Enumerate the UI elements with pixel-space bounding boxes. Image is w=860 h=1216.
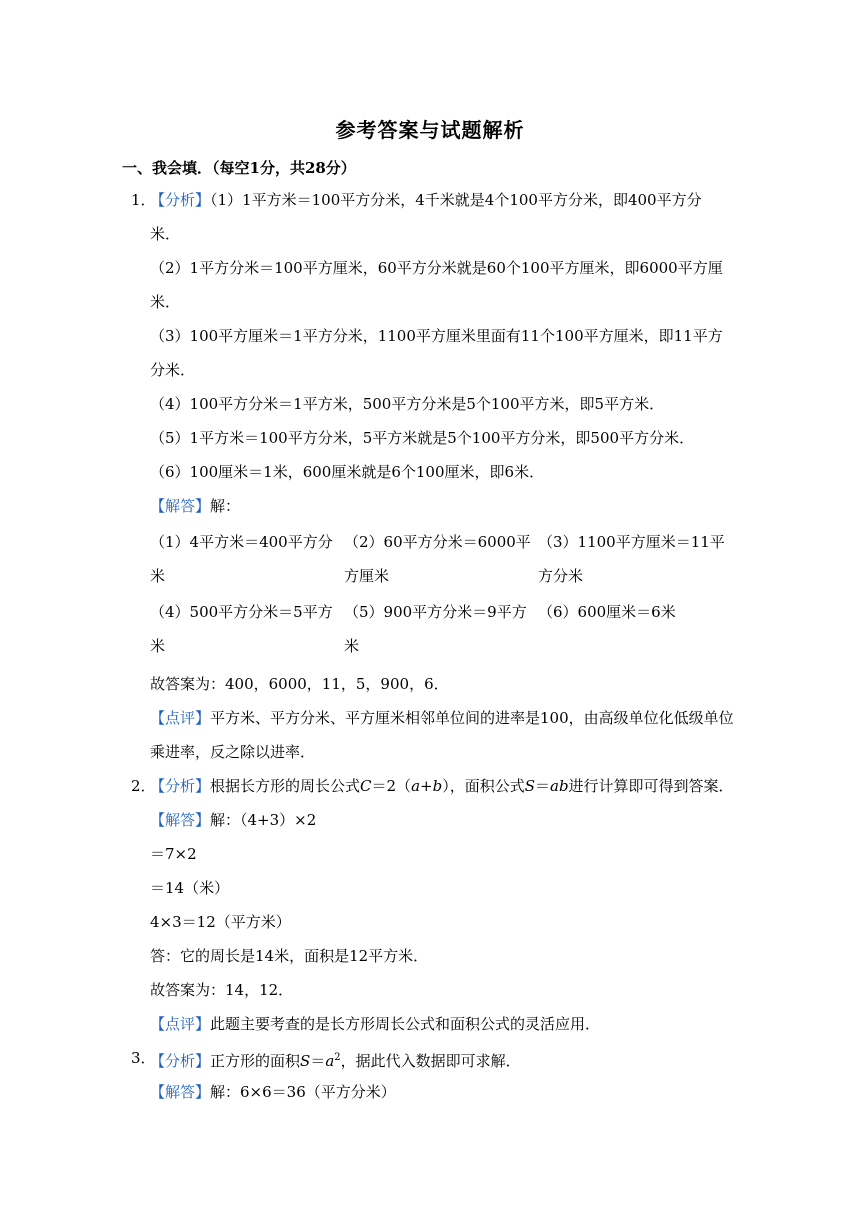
- q1-analysis-item4: （4）100平方分米＝1平方米，500平方分米是5个100平方米，即5平方米．: [150, 395, 665, 413]
- q1-analysis-line2: 米．: [150, 225, 181, 243]
- q1-grid-cell-2-line2: 方厘米: [344, 567, 390, 585]
- q1-grid-cell-5-line2: 米: [344, 637, 360, 655]
- q1-grid-cell-4-line1: （4）500平方分米＝5平方: [150, 603, 333, 621]
- q1-analysis-item2-line1: （2）1平方分米＝100平方厘米，60平方分米就是60个100平方厘米，即6000平方厘: [150, 259, 723, 277]
- question-number-3: 3．: [131, 1049, 156, 1067]
- question-number-1: 1．: [131, 191, 156, 209]
- answer-tag: 【解答】: [150, 497, 211, 515]
- q1-grid-cell-4-line2: 米: [150, 637, 166, 655]
- comment-tag: 【点评】: [150, 1015, 211, 1033]
- section-heading: 一、我会填．（每空1分，共28分）: [122, 159, 356, 177]
- analysis-tag: 【分析】: [150, 777, 211, 795]
- question-number-2: 2．: [131, 777, 156, 795]
- q1-analysis-item3-line1: （3）100平方厘米＝1平方分米，1100平方厘米里面有11个100平方厘米，即11平方: [150, 327, 723, 345]
- q2-solution-step4: 4×3＝12（平方米）: [150, 913, 291, 931]
- q1-comment-line2: 乘进率，反之除以进率．: [150, 743, 316, 761]
- q1-analysis-item6: （6）100厘米＝1米，600厘米就是6个100厘米，即6米．: [150, 463, 545, 481]
- page-title: 参考答案与试题解析: [335, 118, 525, 142]
- answer-tag: 【解答】: [150, 1083, 211, 1101]
- q1-grid-cell-3-line2: 方分米: [538, 567, 584, 585]
- q2-solution-step3: ＝14（米）: [150, 879, 230, 897]
- q1-grid-cell-1-line2: 米: [150, 567, 166, 585]
- analysis-tag: 【分析】: [150, 1052, 211, 1070]
- analysis-tag: 【分析】: [150, 191, 211, 209]
- q2-final-answer: 故答案为：14，12．: [150, 981, 294, 999]
- q3-analysis: 【分析】正方形的面积$S=a^2$，据此代入数据即可求解．: [150, 1052, 521, 1070]
- q1-grid-cell-5-line1: （5）900平方分米＝9平方: [344, 603, 527, 621]
- q1-answer-line: 【解答】解：: [150, 497, 241, 515]
- q1-final-answer: 故答案为：400，6000，11，5，900，6．: [150, 675, 449, 693]
- q1-grid-cell-3-line1: （3）1100平方厘米＝11平: [538, 533, 725, 551]
- q2-comment: 【点评】此题主要考查的是长方形周长公式和面积公式的灵活应用．: [150, 1015, 601, 1033]
- q1-analysis-item2-line2: 米．: [150, 293, 181, 311]
- q2-solution-step1: 【解答】解：（4+3）×2: [150, 811, 317, 829]
- q2-solution-step2: ＝7×2: [150, 845, 197, 863]
- q1-comment-line1: 【点评】平方米、平方分米、平方厘米相邻单位间的进率是100，由高级单位化低级单位: [150, 709, 734, 727]
- q1-analysis-item5: （5）1平方米＝100平方分米，5平方米就是5个100平方分米，即500平方分米．: [150, 429, 695, 447]
- q1-grid-cell-6-line1: （6）600厘米＝6米: [538, 603, 676, 621]
- answer-tag: 【解答】: [150, 811, 211, 829]
- q1-grid-cell-1-line1: （1）4平方米＝400平方分: [150, 533, 333, 551]
- q1-grid-cell-2-line1: （2）60平方分米＝6000平: [344, 533, 531, 551]
- q1-analysis-line1: 【分析】（1）1平方米＝100平方分米，4千米就是4个100平方分米，即400平方分: [150, 191, 702, 209]
- q2-solution-answer: 答：它的周长是14米，面积是12平方米．: [150, 947, 429, 965]
- q1-analysis-item3-line2: 分米．: [150, 361, 196, 379]
- q2-analysis: 【分析】根据长方形的周长公式C＝2（a+b），面积公式S＝ab进行计算即可得到答案．: [150, 777, 734, 795]
- comment-tag: 【点评】: [150, 709, 211, 727]
- q3-solution-step1: 【解答】解：6×6＝36（平方分米）: [150, 1083, 396, 1101]
